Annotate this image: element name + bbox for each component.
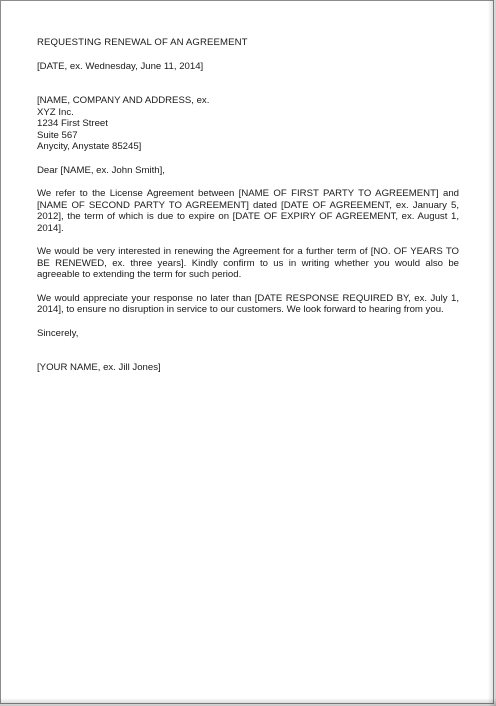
letter-body: [37, 37, 459, 374]
body-paragraph-3: We would appreciate your response no later than [DATE RESPONSE REQUIRED BY, ex. July 1, 2014], to ensure no disruption in service to our customers. We look forward to hearing from you.: [37, 292, 459, 315]
body-paragraph-2: We would be very interested in renewing the Agreement for a further term of [NO. OF YEARS TO BE RENEWED, ex. three years]. Kindly confirm to us in writing whether you would also be agreeable to extending the term for such period.: [37, 246, 459, 280]
address-line: Anycity, Anystate 85245]: [37, 141, 142, 152]
signature: [YOUR NAME, ex. Jill Jones]: [37, 362, 161, 373]
address-line: [NAME, COMPANY AND ADDRESS, ex.: [37, 95, 210, 106]
page-shadow-right: [488, 0, 496, 706]
address-line: XYZ Inc.: [37, 106, 74, 118]
address-line: Suite 567: [37, 129, 78, 141]
letter-title: REQUESTING RENEWAL OF AN AGREEMENT: [37, 37, 248, 48]
letter-date: [DATE, ex. Wednesday, June 11, 2014]: [37, 60, 204, 72]
page-shadow-bottom: [0, 698, 496, 706]
recipient-address: [37, 95, 459, 153]
address-line: 1234 First Street: [37, 118, 108, 129]
closing: Sincerely,: [37, 327, 79, 339]
body-paragraph-1: We refer to the License Agreement between [NAME OF FIRST PARTY TO AGREEMENT] and [NAME OF SECOND PARTY TO AGREEMENT] dated [DATE OF AGREEMENT, ex. January 5, 2012], the term of which is due to expire on [DATE OF EXPIRY OF AGREEMENT, ex. August 1, 2014].: [37, 188, 459, 234]
salutation: Dear [NAME, ex. John Smith],: [37, 164, 165, 176]
